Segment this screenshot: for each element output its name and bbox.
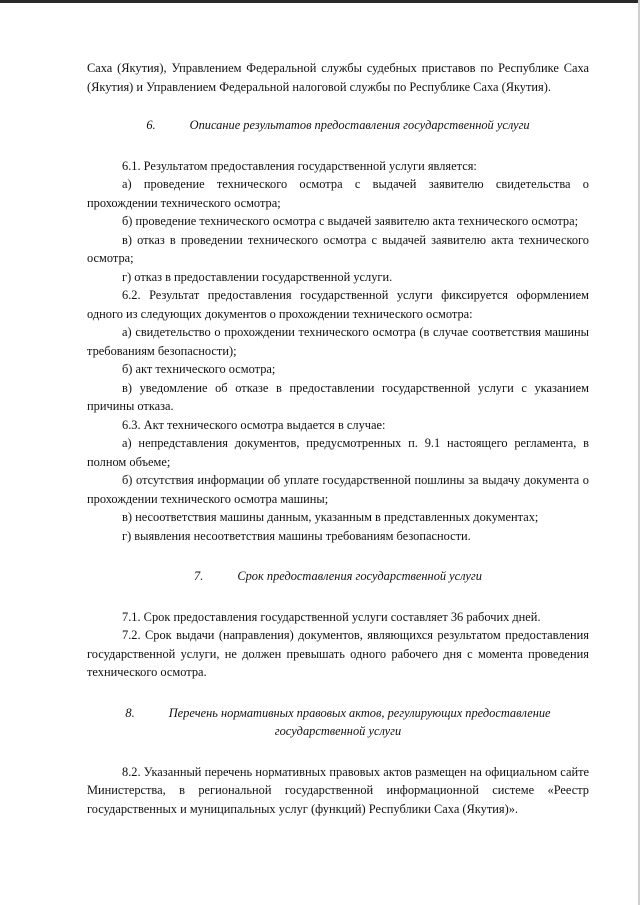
section-8-heading — [87, 704, 589, 741]
paragraph-7-2: 7.2. Срок выдачи (направления) документов, являющихся результатом предоставления государственной услуги, не должен превышать одного рабочего дня с момента проведения технического осмотра. — [87, 628, 589, 679]
paragraph-6-2-v: в) уведомление об отказе в предоставлении государственной услуги с указанием причины отказа. — [87, 380, 589, 413]
paragraph-6-3-a: а) непредставления документов, предусмотренных п. 9.1 настоящего регламента, в полном объеме; — [87, 436, 589, 469]
paragraph-6-1-b: б) проведение технического осмотра с выдачей заявителю акта технического осмотра; — [122, 214, 579, 228]
section-8-number: 8. — [125, 705, 135, 720]
document-body — [87, 59, 589, 818]
paragraph-6-3: 6.3. Акт технического осмотра выдается в случае: — [122, 417, 386, 432]
paragraph-6-2-a: а) свидетельство о прохождении технического осмотра (в случае соответствия машины требованиям безопасности); — [87, 325, 589, 358]
section-7-title: Срок предоставления государственной услуги — [237, 569, 482, 583]
paragraph-6-2: 6.2. Результат предоставления государственной услуги фиксируется оформлением одного из следующих документов о прохождении технического осмотра: — [87, 288, 589, 321]
scan-top-edge — [0, 0, 640, 3]
paragraph-6-2-b: б) акт технического осмотра; — [122, 362, 276, 376]
intro-paragraph: Саха (Якутия), Управлением Федеральной службы судебных приставов по Республике Саха (Якутия) и Управлением Федеральной налоговой службы по Республике Саха (Якутия). — [87, 61, 589, 94]
paragraph-6-3-b: б) отсутствия информации об уплате государственной пошлины за выдачу документа о прохождении технического осмотра машины; — [87, 473, 589, 506]
section-6-title: Описание результатов предоставления государственной услуги — [189, 118, 530, 132]
paragraph-6-1-v: в) отказ в проведении технического осмотра с выдачей заявителю акта технического осмотра; — [87, 232, 589, 265]
paragraph-6-1-g: г) отказ в предоставлении государственной услуги. — [122, 269, 393, 284]
paragraph-7-1: 7.1. Срок предоставления государственной услуги составляет 36 рабочих дней. — [122, 609, 541, 624]
section-6-number: 6. — [146, 118, 156, 132]
paragraph-6-3-g: г) выявления несоответствия машины требованиям безопасности. — [122, 528, 471, 543]
section-7-heading — [87, 567, 589, 586]
paragraph-6-1-a: а) проведение технического осмотра с выдачей заявителю свидетельства о прохождении технического осмотра; — [87, 177, 589, 210]
section-7-number: 7. — [194, 569, 204, 583]
section-6-heading — [87, 116, 589, 135]
paragraph-6-3-v: в) несоответствия машины данным, указанным в представленных документах; — [122, 510, 539, 524]
paragraph-6-1: 6.1. Результатом предоставления государственной услуги является: — [122, 158, 477, 173]
section-8-title-line-1: Перечень нормативных правовых актов, регулирующих предоставление — [168, 705, 551, 720]
section-8-title-line-2: государственной услуги — [274, 724, 402, 738]
paragraph-8-2: 8.2. Указанный перечень нормативных правовых актов размещен на официальном сайте Министерства, в региональной государственной информационной системе «Реестр государственных и муниципальных услуг (функций) Республики Саха (Якутия)». — [87, 764, 589, 816]
